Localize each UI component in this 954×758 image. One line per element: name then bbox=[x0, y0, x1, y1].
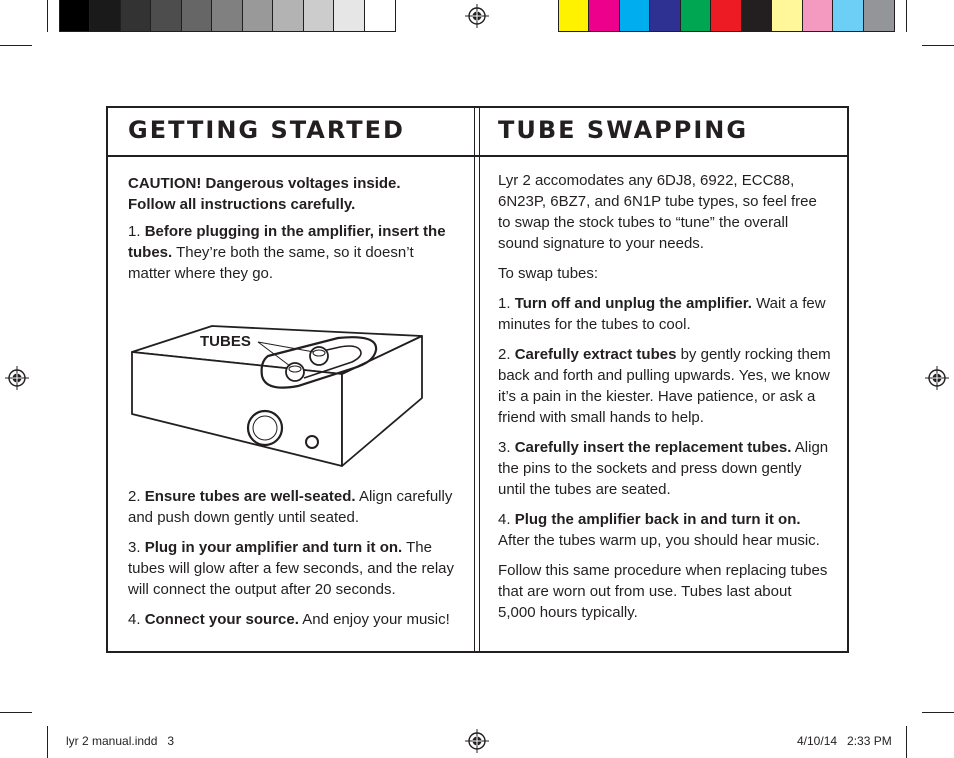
step-4 bbox=[128, 609, 458, 630]
gray-swatch bbox=[212, 0, 242, 31]
registration-mark-left-icon bbox=[5, 366, 29, 390]
crop-mark-bottom-left-h bbox=[0, 712, 32, 713]
step-title: Ensure tubes are well-seated. bbox=[144, 488, 356, 505]
step-title: Turn off and unplug the amplifier. bbox=[514, 295, 752, 312]
gray-swatch bbox=[121, 0, 151, 31]
color-swatch bbox=[772, 0, 802, 31]
crop-mark-bottom-left-v bbox=[47, 726, 48, 758]
step-number: 2. bbox=[498, 346, 515, 363]
crop-mark-top-right-v bbox=[906, 0, 907, 32]
gray-swatch bbox=[304, 0, 334, 31]
step-text: The tubes will glow after a few seconds, and the relay will connect the output after 20 seconds. bbox=[128, 539, 455, 598]
slug-timestamp: 4/10/14 2:33 PM bbox=[797, 734, 892, 748]
getting-started-heading: GETTING STARTED bbox=[128, 116, 405, 144]
step-title: Carefully insert the replacement tubes. bbox=[514, 439, 792, 456]
swap-step-3 bbox=[498, 437, 832, 500]
gray-swatch bbox=[365, 0, 395, 31]
caution-line-2: Follow all instructions carefully. bbox=[128, 196, 356, 213]
registration-mark-top-icon bbox=[465, 4, 489, 28]
color-swatch bbox=[711, 0, 741, 31]
step-number: 1. bbox=[498, 295, 515, 312]
step-text: Wait a few minutes for the tubes to cool. bbox=[498, 295, 826, 333]
step-title: Connect your source. bbox=[144, 611, 299, 628]
step-2 bbox=[128, 486, 458, 528]
step-number: 3. bbox=[498, 439, 515, 456]
caution-line-1: CAUTION! Dangerous voltages inside. bbox=[128, 175, 401, 192]
swap-step-1 bbox=[498, 293, 832, 335]
step-number: 4. bbox=[498, 511, 515, 528]
header-rule bbox=[106, 155, 849, 157]
getting-started-column bbox=[128, 173, 458, 293]
step-title: Carefully extract tubes bbox=[514, 346, 677, 363]
color-swatch bbox=[742, 0, 772, 31]
caution-notice bbox=[128, 173, 458, 215]
step-text: Align carefully and push down gently until seated. bbox=[128, 488, 453, 526]
column-divider bbox=[474, 106, 475, 653]
color-swatch bbox=[559, 0, 589, 31]
step-number: 1. bbox=[128, 223, 145, 240]
step-1 bbox=[128, 221, 458, 284]
gray-swatch bbox=[60, 0, 90, 31]
slug-file-name: lyr 2 manual.indd 3 bbox=[66, 734, 175, 748]
crop-mark-bottom-right-v bbox=[906, 726, 907, 758]
gray-swatch bbox=[182, 0, 212, 31]
step-text: They’re both the same, so it doesn’t matter where they go. bbox=[128, 244, 414, 282]
step-text: by gently rocking them back and forth and pulling upwards. Yes, we know it’s a pain in the kiester. Have patience, or ask a friend with small hands to help. bbox=[498, 346, 831, 426]
process-color-bar bbox=[558, 0, 895, 32]
crop-mark-top-right-h bbox=[922, 45, 954, 46]
closing-paragraph: Follow this same procedure when replacing tubes that are worn out from use. Tubes last about 5,000 hours typically. bbox=[498, 562, 828, 621]
color-swatch bbox=[589, 0, 619, 31]
step-title: Plug the amplifier back in and turn it on. bbox=[514, 511, 801, 528]
step-number: 4. bbox=[128, 611, 145, 628]
registration-mark-right-icon bbox=[925, 366, 949, 390]
step-text: And enjoy your music! bbox=[298, 611, 450, 628]
gray-swatch bbox=[90, 0, 120, 31]
crop-mark-top-left-v bbox=[47, 0, 48, 32]
crop-mark-bottom-right-h bbox=[922, 712, 954, 713]
amplifier-illustration bbox=[128, 300, 424, 472]
tube-swapping-column bbox=[498, 170, 832, 632]
step-text: Align the pins to the sockets and press down gently until the tubes are seated. bbox=[498, 439, 829, 498]
color-swatch bbox=[864, 0, 894, 31]
gray-swatch bbox=[334, 0, 364, 31]
step-number: 2. bbox=[128, 488, 145, 505]
to-swap-label: To swap tubes: bbox=[498, 265, 599, 282]
swap-step-4 bbox=[498, 509, 832, 551]
crop-mark-top-left-h bbox=[0, 45, 32, 46]
headphone-jack bbox=[306, 436, 318, 448]
tubes-callout-label: TUBES bbox=[200, 333, 251, 350]
gray-swatch bbox=[243, 0, 273, 31]
step-title: Plug in your amplifier and turn it on. bbox=[144, 539, 403, 556]
gray-swatch bbox=[273, 0, 303, 31]
color-swatch bbox=[833, 0, 863, 31]
gray-swatch bbox=[151, 0, 181, 31]
intro-paragraph: Lyr 2 accomodates any 6DJ8, 6922, ECC88, 6N23P, 6BZ7, and 6N1P tube types, so feel free to swap the stock tubes to “tune” the overall sound signature to your needs. bbox=[498, 172, 817, 252]
color-swatch bbox=[650, 0, 680, 31]
swap-step-2 bbox=[498, 344, 832, 428]
getting-started-column-lower bbox=[128, 486, 458, 639]
step-number: 3. bbox=[128, 539, 145, 556]
step-text: After the tubes warm up, you should hear music. bbox=[498, 532, 820, 549]
column-divider-inner bbox=[479, 106, 480, 653]
color-swatch bbox=[803, 0, 833, 31]
step-title: Before plugging in the amplifier, insert the tubes. bbox=[128, 223, 446, 261]
tube-swapping-heading: TUBE SWAPPING bbox=[498, 116, 749, 144]
registration-mark-bottom-icon bbox=[465, 729, 489, 753]
color-swatch bbox=[620, 0, 650, 31]
grayscale-color-bar bbox=[59, 0, 396, 32]
color-swatch bbox=[681, 0, 711, 31]
step-3 bbox=[128, 537, 458, 600]
